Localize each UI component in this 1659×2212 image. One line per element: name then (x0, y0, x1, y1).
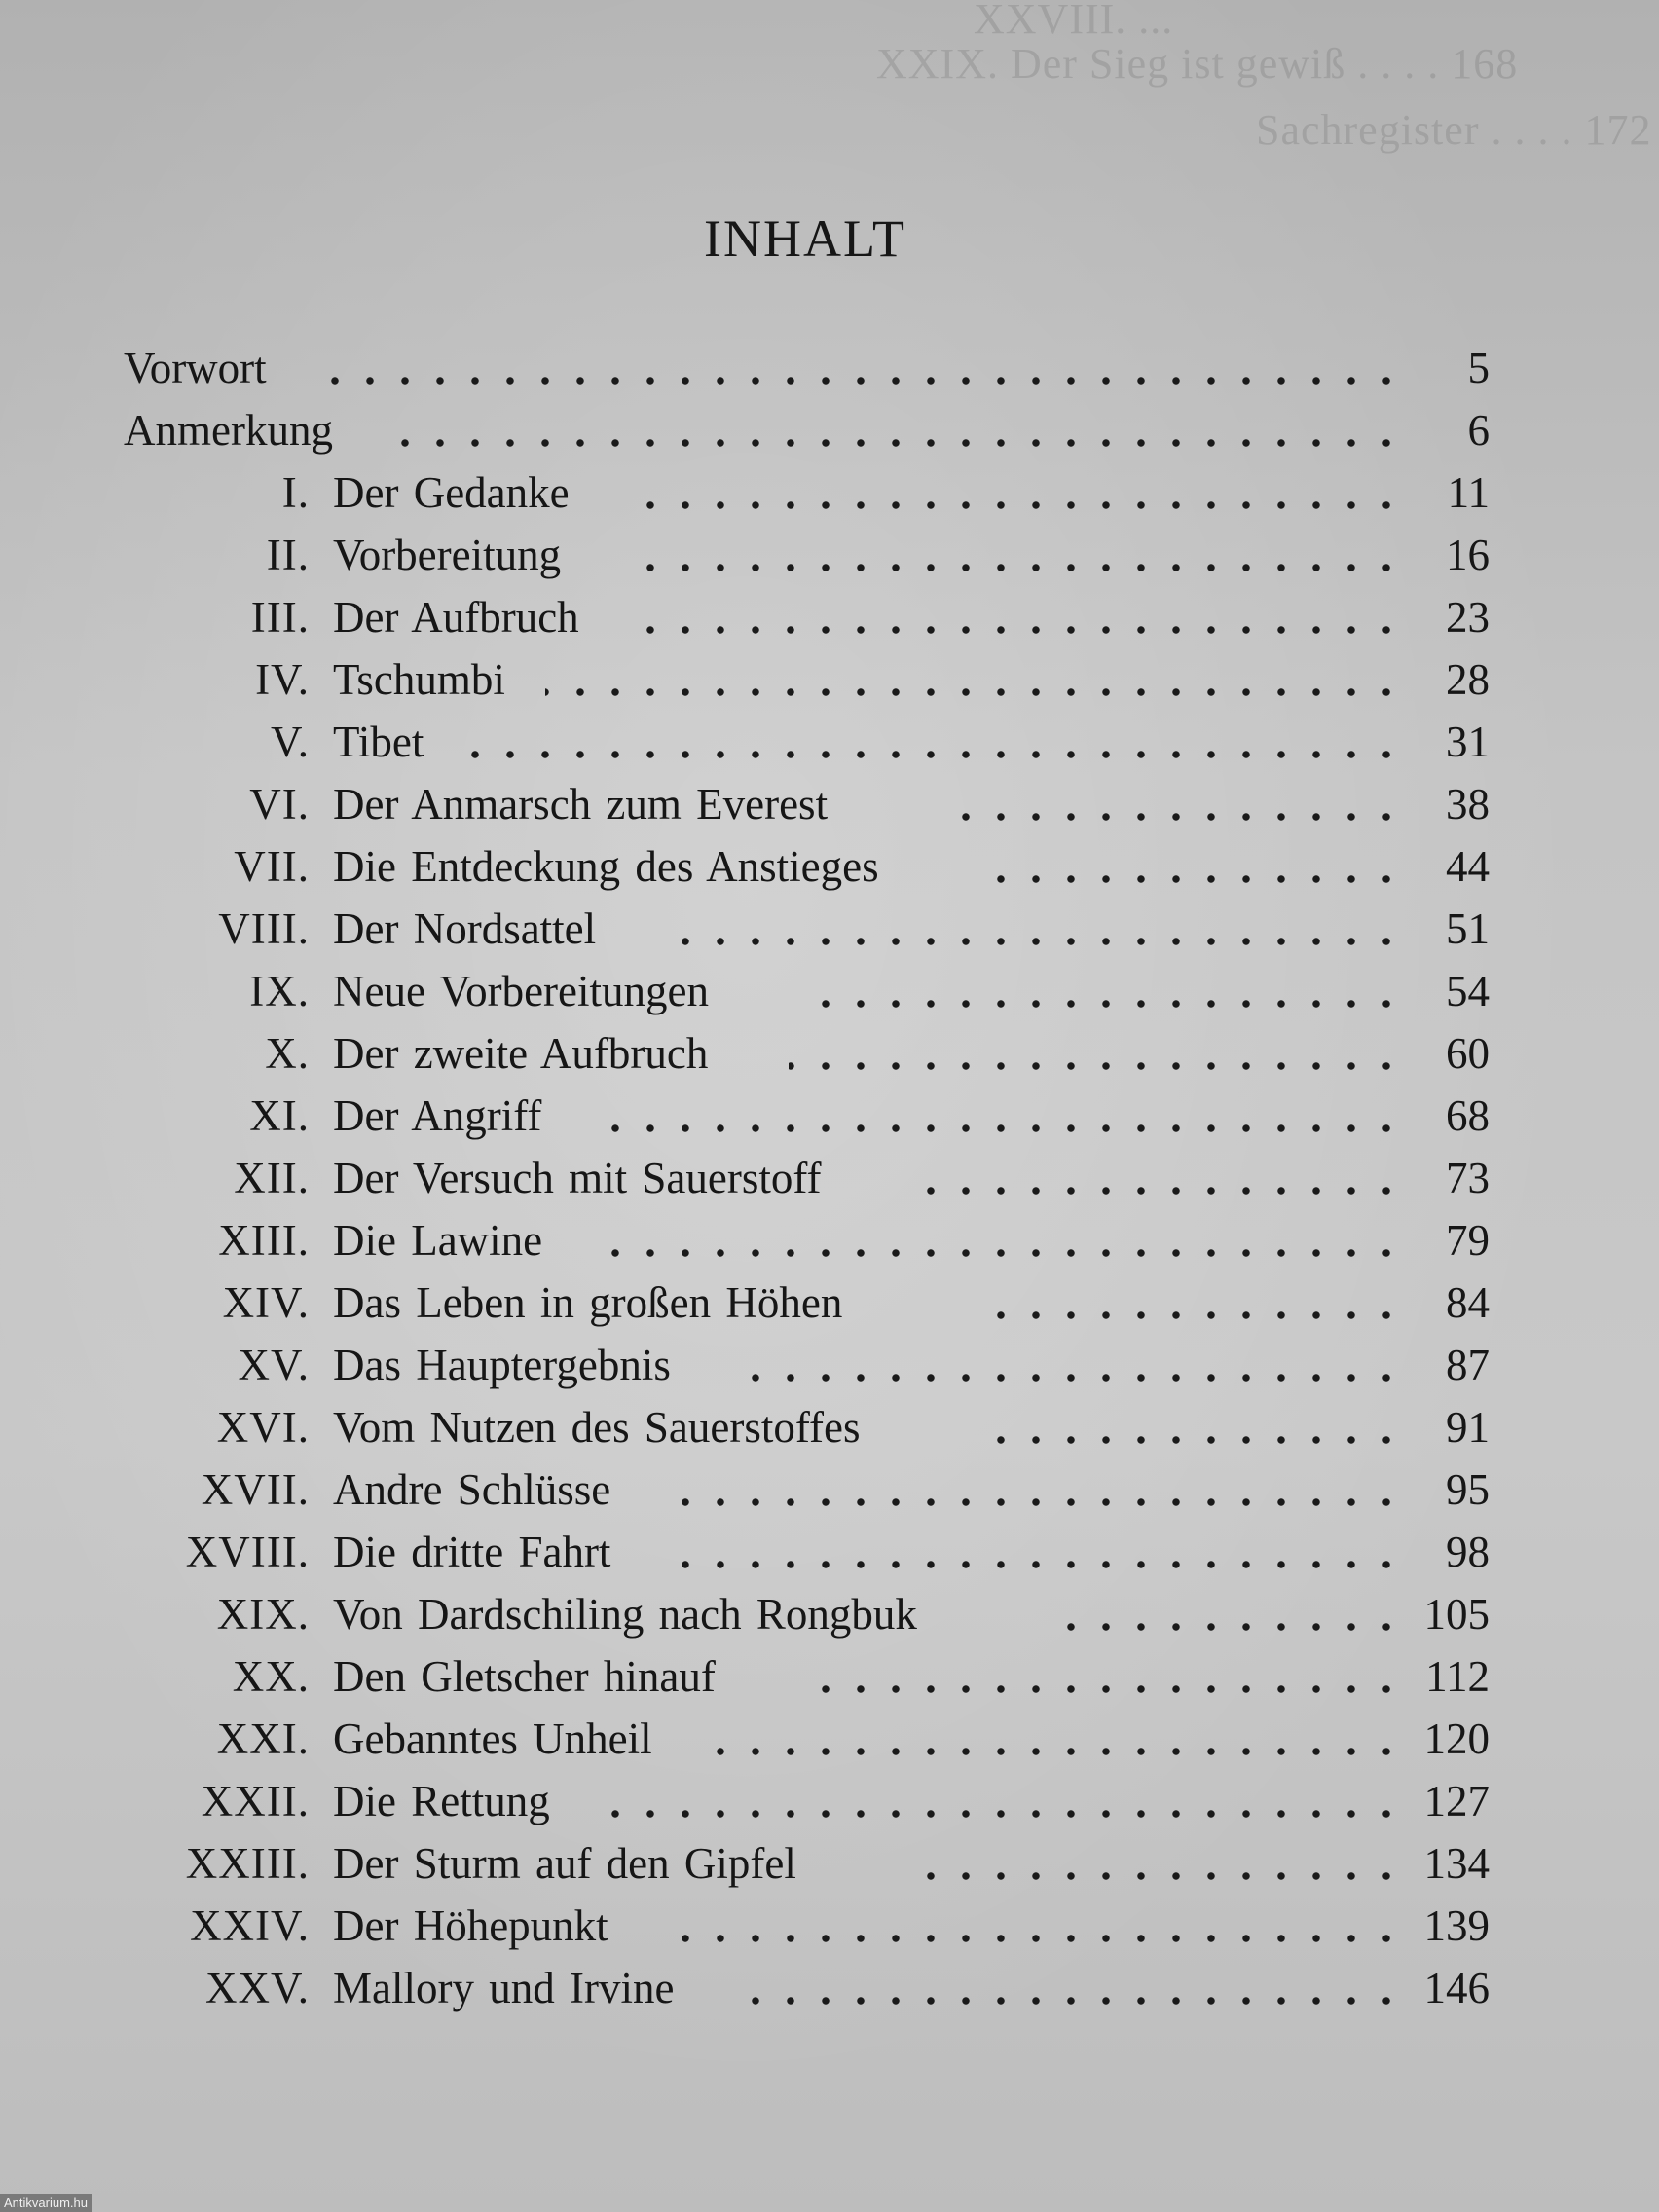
toc-entry (0, 1458, 1659, 1521)
toc-entry (0, 1957, 1659, 2019)
page-number: 91 (1446, 1403, 1490, 1452)
dot-leader (750, 1997, 1404, 2005)
dot-leader (682, 1498, 1404, 1506)
chapter-title: Vorbereitung (333, 531, 562, 579)
dot-leader (789, 1062, 1404, 1070)
dot-leader (808, 1000, 1404, 1008)
chapter-title: Die Entdeckung des Anstieges (333, 842, 879, 891)
page-number: 79 (1446, 1216, 1490, 1265)
chapter-number: XVII. (201, 1465, 310, 1514)
chapter-number: XV. (238, 1341, 310, 1389)
page-number: 139 (1423, 1901, 1490, 1950)
chapter-number: VII. (234, 842, 310, 891)
dot-leader (983, 1436, 1404, 1444)
chapter-title: Vom Nutzen des Sauerstoffes (333, 1403, 861, 1452)
page-number: 146 (1423, 1964, 1490, 2012)
dot-leader (633, 626, 1404, 634)
dot-leader (682, 1561, 1404, 1568)
page-number: 6 (1467, 406, 1490, 455)
chapter-title: Der Sturm auf den Gipfel (333, 1839, 796, 1888)
chapter-title: Der Gedanke (333, 468, 570, 517)
page-number: 23 (1446, 593, 1490, 642)
dot-leader (711, 1748, 1404, 1755)
toc-entry (0, 1770, 1659, 1832)
chapter-number: VIII. (218, 904, 310, 953)
chapter-title: Der Nordsattel (333, 904, 597, 953)
toc-entry (0, 1209, 1659, 1272)
chapter-title: Das Hauptergebnis (333, 1341, 671, 1389)
page-number: 54 (1446, 967, 1490, 1015)
page-number: 60 (1446, 1029, 1490, 1078)
toc-entry (0, 648, 1659, 711)
dot-leader (682, 938, 1404, 945)
chapter-title: Tschumbi (333, 655, 505, 704)
toc-entry (0, 399, 1659, 461)
toc-entry (0, 1583, 1659, 1645)
page-number: 31 (1446, 718, 1490, 766)
chapter-number: I. (281, 468, 310, 517)
toc-entry (0, 1396, 1659, 1458)
chapter-title: Von Dardschiling nach Rongbuk (333, 1590, 917, 1639)
dot-leader (633, 564, 1404, 571)
page-number: 105 (1423, 1590, 1490, 1639)
bleed-through-line: XXIX. Der Sieg ist gewiß . . . . 168 (876, 40, 1519, 88)
toc-entry (0, 1085, 1659, 1147)
toc-entry (0, 337, 1659, 399)
chapter-number: XXV. (205, 1964, 310, 2012)
toc-entry (0, 773, 1659, 835)
chapter-title: Der Höhepunkt (333, 1901, 608, 1950)
toc-entry (0, 1521, 1659, 1583)
chapter-number: III. (250, 593, 310, 642)
page-number: 5 (1467, 344, 1490, 392)
chapter-title: Neue Vorbereitungen (333, 967, 709, 1015)
dot-leader (633, 501, 1404, 509)
chapter-title: Mallory und Irvine (333, 1964, 675, 2012)
chapter-title: Vorwort (124, 344, 267, 392)
toc-entry (0, 711, 1659, 773)
chapter-title: Anmerkung (124, 406, 333, 455)
dot-leader (915, 1872, 1404, 1880)
chapter-title: Die dritte Fahrt (333, 1528, 611, 1576)
chapter-number: XXII. (201, 1777, 310, 1825)
toc-entry (0, 1147, 1659, 1209)
dot-leader (594, 1124, 1404, 1132)
chapter-number: VI. (249, 780, 310, 829)
page-number: 28 (1446, 655, 1490, 704)
chapter-number: XIII. (218, 1216, 310, 1265)
dot-leader (1051, 1623, 1404, 1631)
toc-entry (0, 1645, 1659, 1708)
page-number: 16 (1446, 531, 1490, 579)
chapter-title: Das Leben in großen Höhen (333, 1278, 843, 1327)
dot-leader (604, 1810, 1404, 1818)
toc-entry (0, 835, 1659, 898)
chapter-title: Der zweite Aufbruch (333, 1029, 709, 1078)
watermark: Antikvarium.hu (0, 2194, 92, 2212)
page-number: 120 (1423, 1714, 1490, 1763)
chapter-number: XIX. (216, 1590, 310, 1639)
chapter-title: Gebanntes Unheil (333, 1714, 652, 1763)
dot-leader (750, 1374, 1404, 1382)
chapter-title: Den Gletscher hinauf (333, 1652, 716, 1701)
toc-entry (0, 1708, 1659, 1770)
chapter-title: Die Lawine (333, 1216, 543, 1265)
chapter-title: Der Versuch mit Sauerstoff (333, 1154, 822, 1202)
page-number: 87 (1446, 1341, 1490, 1389)
dot-leader (321, 377, 1404, 385)
page-number: 38 (1446, 780, 1490, 829)
toc-entry (0, 586, 1659, 648)
page-number: 112 (1425, 1652, 1490, 1701)
toc-entry (0, 898, 1659, 960)
dot-leader (594, 1249, 1404, 1257)
chapter-number: XI. (249, 1091, 310, 1140)
chapter-number: XXIV. (190, 1901, 310, 1950)
toc-entry (0, 1022, 1659, 1085)
page-number: 51 (1446, 904, 1490, 953)
toc-entry (0, 461, 1659, 524)
page-number: 127 (1423, 1777, 1490, 1825)
chapter-title: Die Rettung (333, 1777, 550, 1825)
chapter-number: V. (271, 718, 310, 766)
page-number: 134 (1423, 1839, 1490, 1888)
dot-leader (818, 1685, 1404, 1693)
chapter-title: Tibet (333, 718, 424, 766)
toc-entry (0, 1334, 1659, 1396)
dot-leader (545, 688, 1404, 696)
chapter-title: Der Anmarsch zum Everest (333, 780, 829, 829)
dot-leader (983, 1311, 1404, 1319)
page-title: INHALT (704, 209, 906, 268)
chapter-number: II. (266, 531, 310, 579)
chapter-number: XVIII. (185, 1528, 310, 1576)
toc-entry (0, 960, 1659, 1022)
bleed-through-line: XXVIII. ... (974, 0, 1174, 43)
page-number: 95 (1446, 1465, 1490, 1514)
chapter-number: XII. (234, 1154, 310, 1202)
chapter-number: XXIII. (185, 1839, 310, 1888)
toc-entry (0, 1895, 1659, 1957)
bleed-through-line: Sachregister . . . . 172 (1256, 106, 1652, 154)
chapter-number: IX. (249, 967, 310, 1015)
chapter-number: X. (265, 1029, 310, 1078)
dot-leader (380, 439, 1404, 447)
chapter-title: Der Angriff (333, 1091, 542, 1140)
chapter-number: XVI. (216, 1403, 310, 1452)
chapter-number: XX. (232, 1652, 310, 1701)
dot-leader (925, 1187, 1404, 1195)
page-number: 44 (1446, 842, 1490, 891)
page-number: 11 (1447, 468, 1490, 517)
page-number: 68 (1446, 1091, 1490, 1140)
page-number: 98 (1446, 1528, 1490, 1576)
page-number: 73 (1446, 1154, 1490, 1202)
dot-leader (983, 875, 1404, 883)
chapter-number: XIV. (222, 1278, 310, 1327)
toc-entry (0, 1832, 1659, 1895)
chapter-number: IV. (255, 655, 310, 704)
dot-leader (458, 751, 1404, 758)
chapter-number: XXI. (216, 1714, 310, 1763)
table-of-contents (0, 337, 1659, 2019)
toc-entry (0, 524, 1659, 586)
page-number: 84 (1446, 1278, 1490, 1327)
dot-leader (682, 1935, 1404, 1942)
dot-leader (954, 813, 1404, 821)
chapter-title: Andre Schlüsse (333, 1465, 611, 1514)
chapter-title: Der Aufbruch (333, 593, 579, 642)
toc-entry (0, 1272, 1659, 1334)
